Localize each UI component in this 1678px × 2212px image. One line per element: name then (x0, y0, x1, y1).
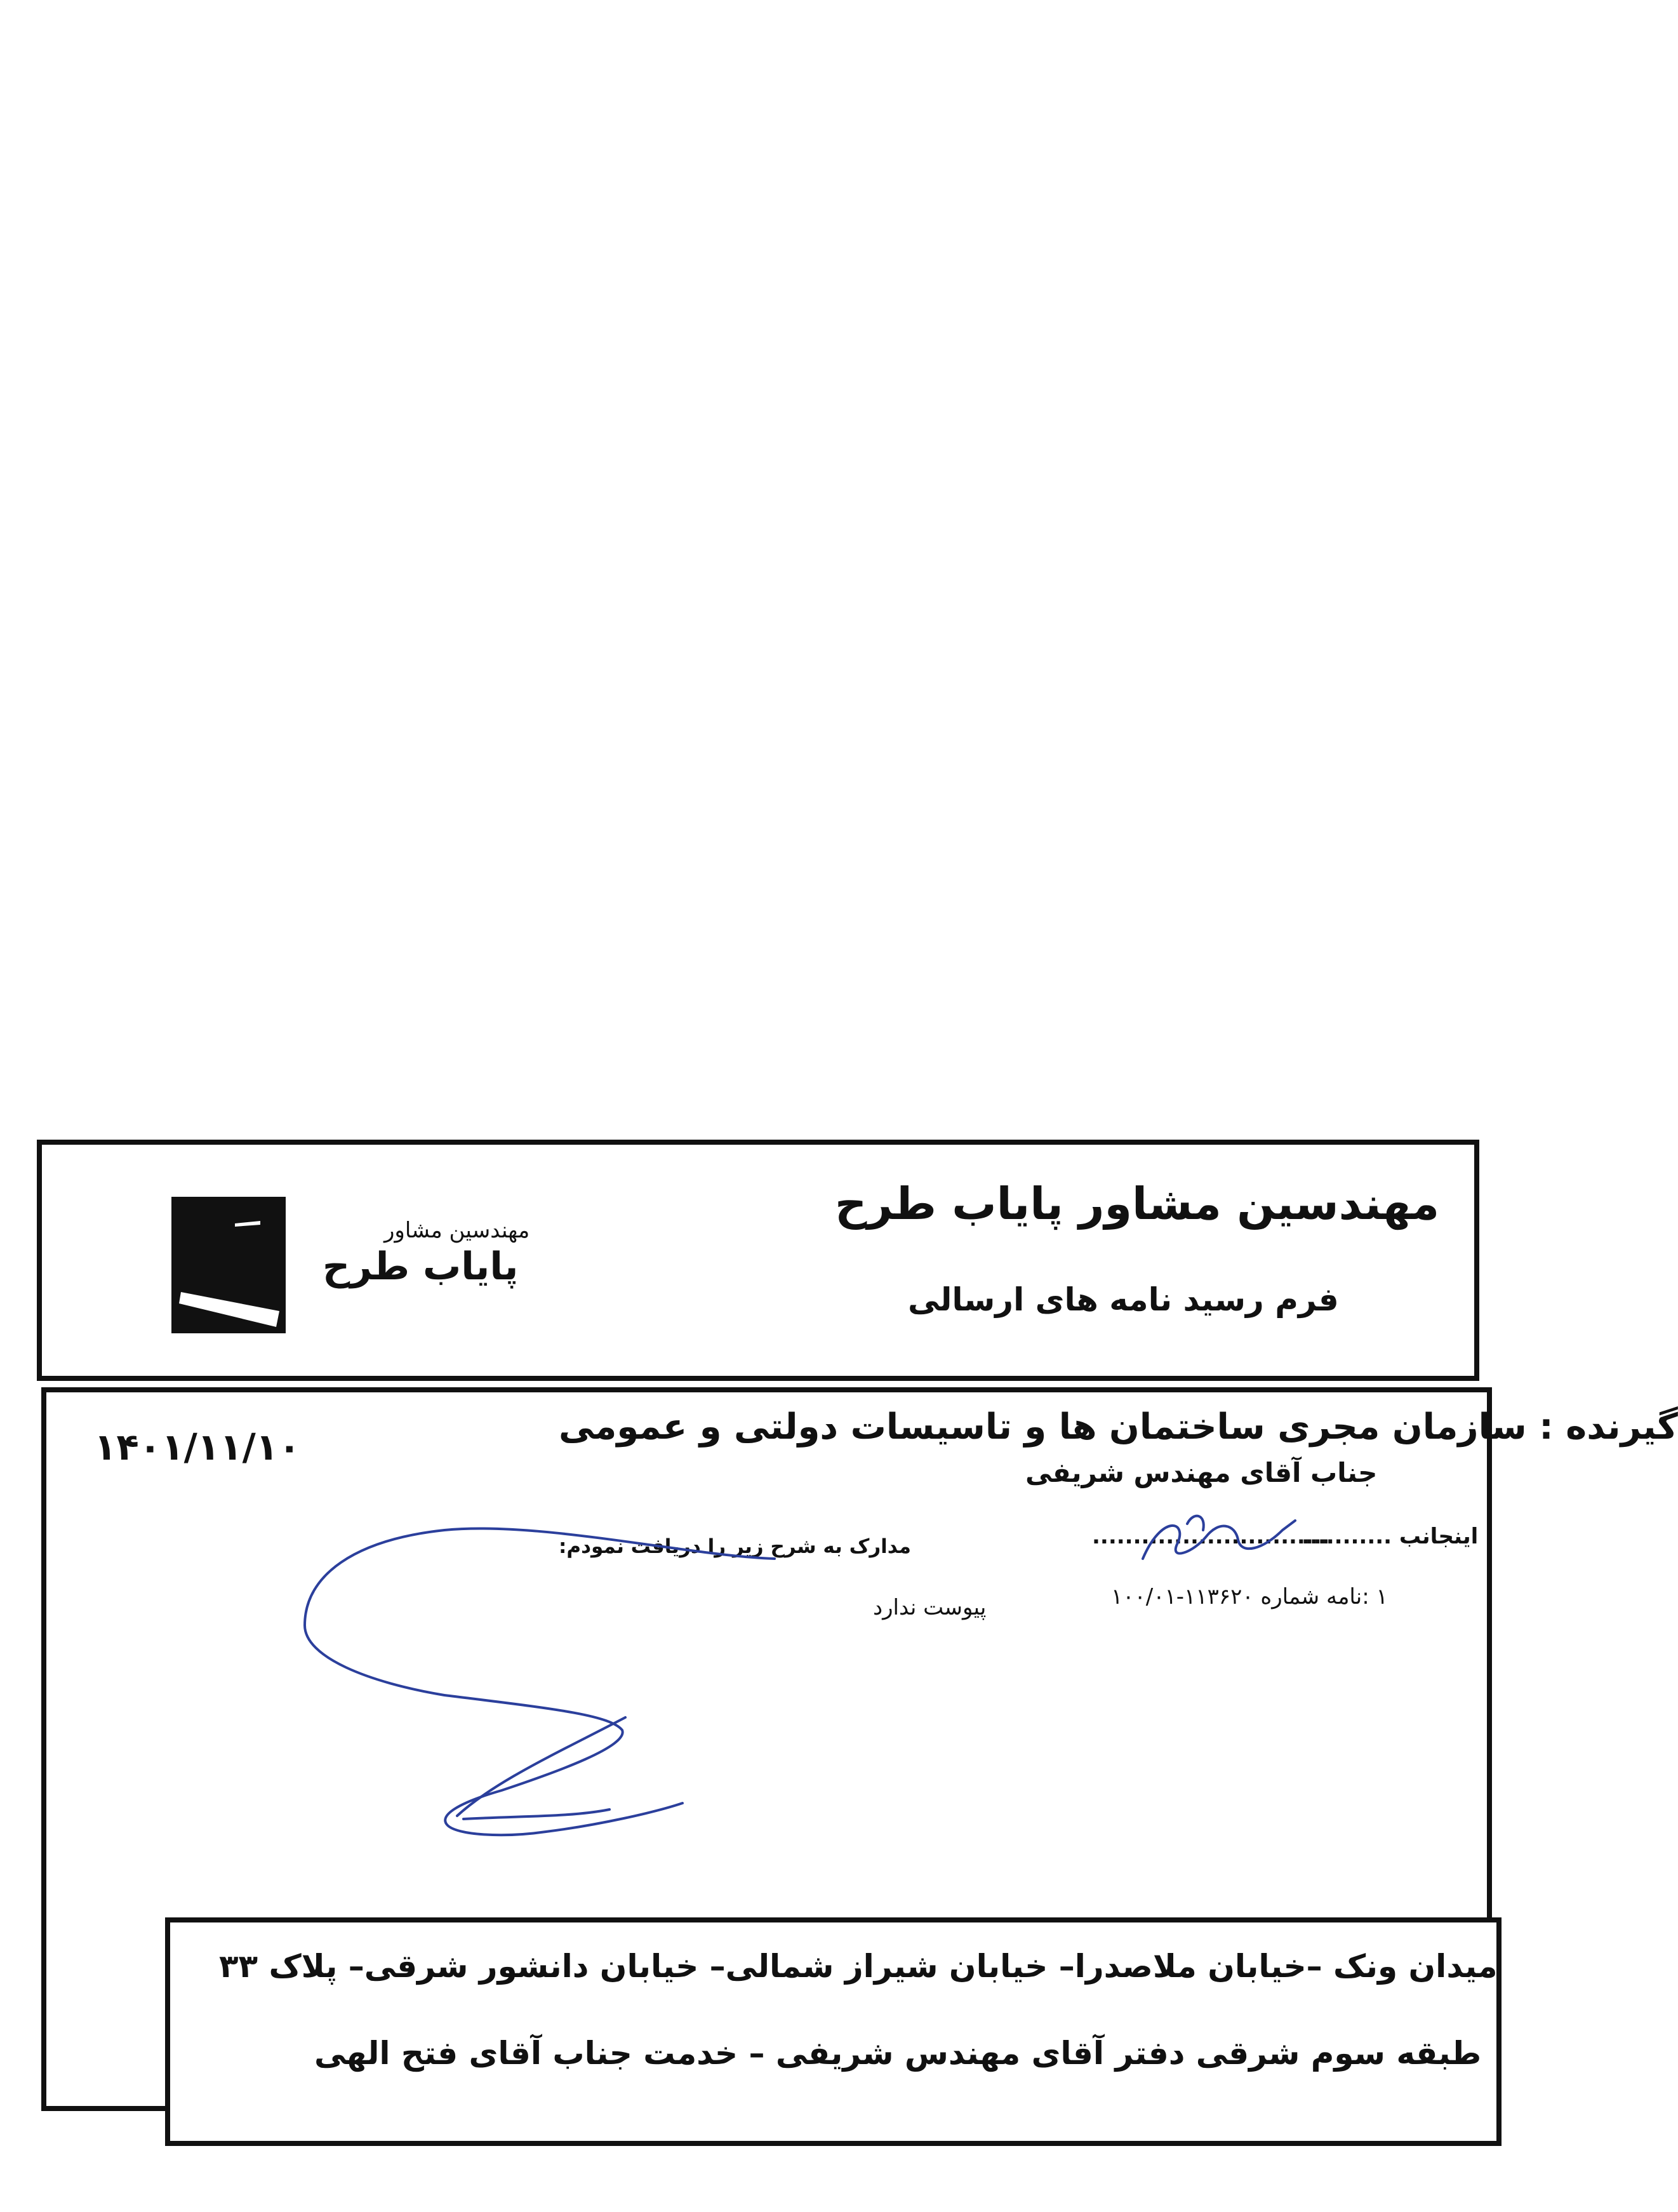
form-title: فرم رسید نامه های ارسالی (908, 1281, 1339, 1318)
company-title: مهندسین مشاور پایاب طرح (835, 1178, 1440, 1230)
logo-text-line2: پایاب طرح (323, 1244, 519, 1289)
receipt-date: ۱۴۰۱/۱۱/۱۰ (94, 1425, 301, 1469)
logo-text-line1: مهندسین مشاور (384, 1218, 530, 1243)
logo-mark-icon (171, 1197, 286, 1333)
company-logo (171, 1197, 286, 1333)
undersigned-dots: ............................. (1092, 1524, 1330, 1549)
receipt-statement: مدارک به شرح زیر را دریافت نمودم: (559, 1535, 911, 1558)
attachment-note: پیوست ندارد (873, 1595, 987, 1620)
address-line1: میدان ونک –خیابان ملاصدرا– خیابان شیراز شمالی– خیابان دانشور شرقی– پلاک ۳۳ (219, 1948, 1498, 1985)
document-item-line: ۱ :نامه شماره ۱۱۳۶۲۰-۱۰۰/۰۱ (1111, 1584, 1388, 1609)
address-line2: طبقه سوم شرقی دفتر آقای مهندس شریفی – خدمت جناب آقای فتح الهی (314, 2035, 1482, 2072)
undersigned-prefix: اینجانب ........... (1302, 1524, 1479, 1549)
attention-line: جناب آقای مهندس شریفی (1025, 1457, 1378, 1488)
recipient-line: گیرنده : سازمان مجری ساختمان ها و تاسیسات دولتی و عمومی (559, 1406, 1678, 1448)
